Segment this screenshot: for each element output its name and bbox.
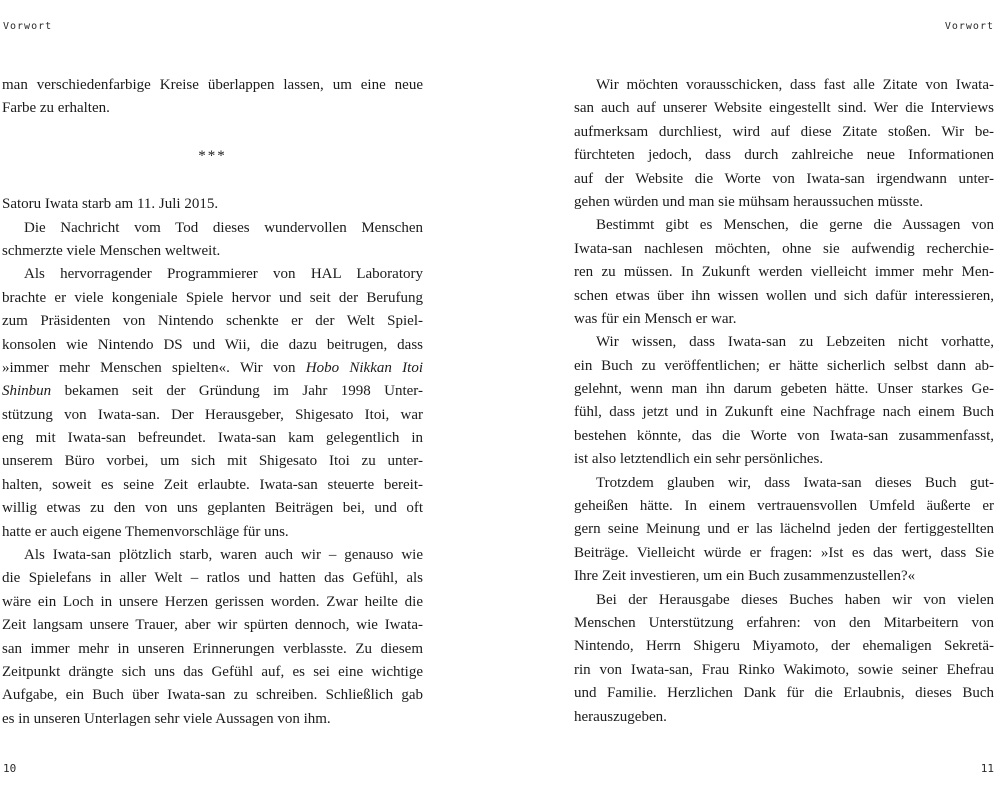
text-line: Zeitpunkt drängte sich uns das Gefühl auf, es sei eine wichtige [2, 663, 423, 680]
text-line: fürchteten jedoch, dass durch zahlreiche neue Informationen [574, 147, 994, 164]
page-number-left: 10 [3, 762, 17, 775]
text-line: ren zu müssen. In Zukunft werden vielleicht immer mehr Men- [574, 264, 994, 281]
text-line: ein Buch zu veröffentlichen; er hätte sicherlich selbst dann ab- [574, 357, 994, 374]
text-line: Bei der Herausgabe dieses Buches haben wir von vielen [596, 591, 994, 608]
paragraph [2, 217, 423, 264]
page-number-right: 11 [980, 762, 994, 775]
text-line: schen etwas über ihn wissen wollen und sich dafür interessieren, [574, 287, 994, 304]
paragraph [574, 331, 994, 471]
paragraph [574, 74, 994, 214]
text-line: gehen würden und man sie mühsam heraussuchen müsste. [574, 193, 924, 210]
text-line: wäre ein Loch in unsere Herzen gerissen worden. Zwar heilte die [2, 593, 423, 610]
paragraph [2, 193, 423, 216]
text-line: bestehen könnte, das die Worte von Iwata-san zusammenfasst, [574, 427, 994, 444]
right-page-text-column [574, 74, 994, 729]
text-line: gern seine Meinung und er las lächelnd jeden der fertiggestellten [574, 521, 994, 538]
section-separator: *** [198, 147, 227, 164]
text-line: Bestimmt gibt es Menschen, die gerne die Aussagen von [596, 217, 994, 234]
text-line: Beiträge. Vielleicht würde er fragen: »Ist es das wert, dass Sie [574, 544, 994, 561]
text-line: herauszugeben. [574, 708, 667, 725]
text-line: rin von Iwata-san, Frau Rinko Wakimoto, sowie seiner Ehefrau [574, 661, 994, 678]
text-line: Aufgabe, ein Buch über Iwata-san zu schreiben. Schließlich gab [2, 687, 423, 704]
text-line: Als hervorragender Programmierer von HAL Laboratory [24, 266, 423, 283]
running-header-right: Vorwort [944, 21, 994, 32]
text-line: und Familie. Herzlichen Dank für die Erlaubnis, dieses Buch [574, 685, 994, 702]
text-line: Nintendo, Herrn Shigeru Miyamoto, der ehemaligen Sekretä- [574, 638, 994, 655]
text-line: san auch auf unserer Website eingestellt sind. Wer die Interviews [574, 100, 994, 117]
text-line: Satoru Iwata starb am 11. Juli 2015. [2, 196, 219, 213]
text-line: Wir wissen, dass Iwata-san zu Lebzeiten nicht vorhatte, [596, 334, 994, 351]
text-line: aufmerksam durchliest, wird auf diese Zitate stoßen. Wir be- [574, 123, 994, 140]
text-line: auf der Website die Worte von Iwata-san irgendwann unter- [574, 170, 994, 187]
text-line: san immer mehr in unseren Erinnerungen verblasste. Zu diesem [2, 640, 423, 657]
text-line: Iwata-san nachlesen möchten, ohne sie aufwendig recherchie- [574, 240, 994, 257]
text-line: man verschiedenfarbige Kreise überlappen lassen, um eine neue [2, 77, 423, 93]
text-line: geheißen hätte. In einem vertrauensvollen Umfeld äußerte er [574, 498, 994, 515]
text-line: die Spielefans in aller Welt – ratlos und hatten das Gefühl, als [2, 570, 423, 587]
text-line: Menschen Unterstützung erfahren: von den Mitarbeitern von [574, 614, 994, 631]
running-header-left: Vorwort [3, 21, 53, 32]
paragraph [2, 544, 423, 731]
text-line: Die Nachricht vom Tod dieses wundervollen Menschen [24, 219, 423, 236]
text-line: Ihre Zeit investieren, um ein Buch zusammenzustellen?« [574, 568, 916, 585]
text-line: hatte er auch eigene Themenvorschläge für uns. [2, 523, 289, 540]
text-line: gelehnt, wenn man ihn darum gebeten hätte. Unser starkes Ge- [574, 381, 994, 398]
text-line: Wir möchten vorausschicken, dass fast alle Zitate von Iwata- [596, 77, 994, 93]
text-line: was für ein Mensch er war. [574, 310, 737, 327]
text-line: zum Präsidenten von Nintendo schenkte er der Welt Spiel- [2, 313, 423, 330]
text-line: eng mit Iwata-san befreundet. Iwata-san kam gelegentlich in [2, 430, 423, 447]
text-line: es in unseren Unterlagen sehr viele Aussagen von ihm. [2, 710, 331, 727]
text-line: Zeit langsam unsere Trauer, aber wir spürten dennoch, wie Iwata- [2, 617, 423, 634]
text-line: konsolen wie Nintendo DS und Wii, die dazu beitrugen, dass [2, 336, 423, 353]
text-line: Shinbun bekamen seit der Gründung im Jahr 1998 Unter- [2, 383, 423, 400]
text-line: willig etwas zu den von uns geplanten Beiträgen bei, und oft [2, 500, 423, 517]
text-line: ist also letztendlich ein sehr persönliches. [574, 451, 824, 468]
paragraph [2, 263, 423, 544]
text-line: schmerzte viele Menschen weltweit. [2, 242, 221, 259]
paragraph [2, 74, 423, 121]
text-line: Als Iwata-san plötzlich starb, waren auch wir – genauso wie [24, 547, 423, 564]
text-line: halten, soweit es seine Zeit erlaubte. Iwata-san steuerte bereit- [2, 476, 423, 493]
text-line: unserem Büro vorbei, um sich mit Shigesato Itoi zu unter- [2, 453, 423, 470]
text-line: »immer mehr Menschen spielten«. Wir von Hobo Nikkan Itoi [2, 359, 423, 376]
text-line: brachte er viele kongeniale Spiele hervor und seit der Berufung [2, 289, 423, 306]
text-line: Farbe zu erhalten. [2, 100, 110, 117]
paragraph [574, 589, 994, 729]
paragraph [574, 214, 994, 331]
text-line: Trotzdem glauben wir, dass Iwata-san dieses Buch gut- [596, 474, 994, 491]
text-line: stützung von Iwata-san. Der Herausgeber, Shigesato Itoi, war [2, 406, 423, 423]
paragraph [574, 472, 994, 589]
left-page-text-column [2, 74, 423, 731]
text-line: fühl, dass jetzt und in Zukunft eine Nachfrage nach einem Buch [574, 404, 994, 421]
